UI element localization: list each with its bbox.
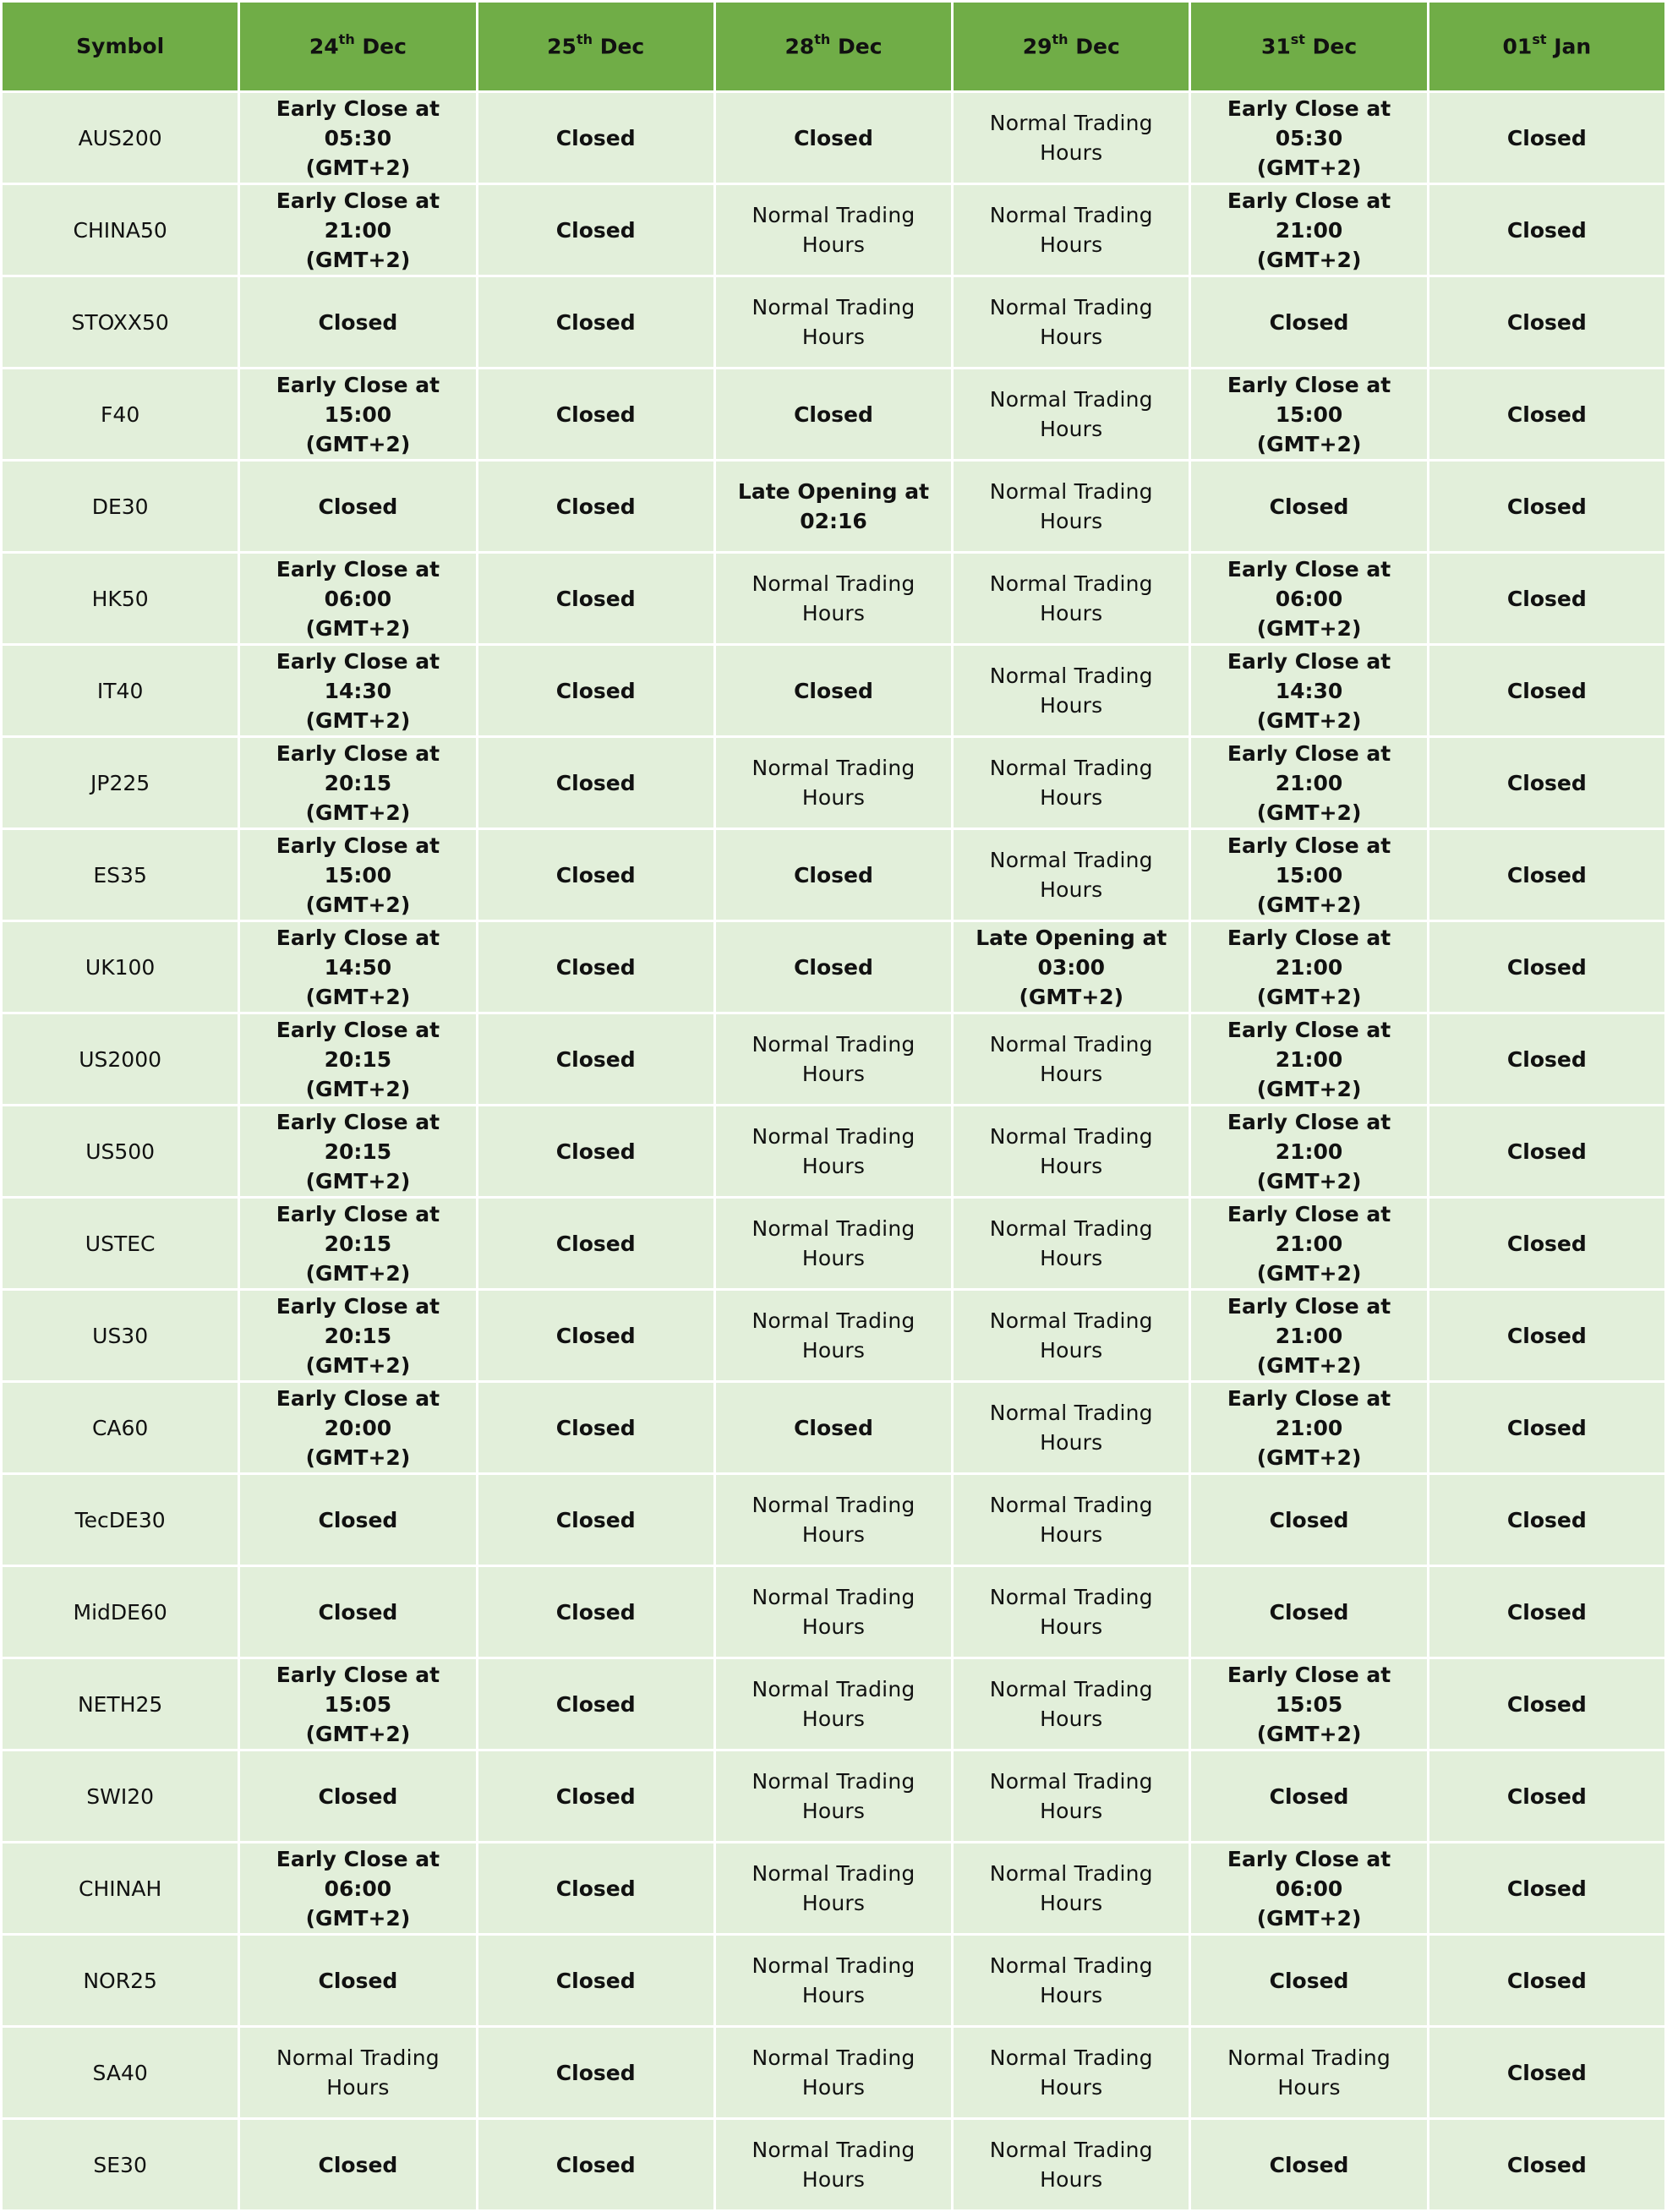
column-header-date (478, 3, 713, 90)
table-row (3, 922, 1664, 1012)
status-cell: Closed (1429, 1383, 1664, 1472)
status-cell: Normal Trading Hours (954, 277, 1189, 367)
status-cell: Closed (1191, 1567, 1426, 1657)
status-cell: Early Close at 06:00 (GMT+2) (1191, 1843, 1426, 1933)
symbol-cell: US500 (3, 1106, 238, 1196)
status-cell: Closed (1429, 1014, 1664, 1104)
status-cell: Early Close at 06:00 (GMT+2) (240, 1843, 475, 1933)
status-cell: Normal Trading Hours (954, 2028, 1189, 2117)
column-header-ordinal: st (1290, 31, 1305, 48)
status-cell: Closed (478, 554, 713, 643)
column-header-month: Jan (1546, 34, 1592, 59)
status-cell: Early Close at 20:15 (GMT+2) (240, 1106, 475, 1196)
table-row (3, 646, 1664, 735)
column-header-date (240, 3, 475, 90)
status-cell: Early Close at 21:00 (GMT+2) (1191, 1291, 1426, 1380)
symbol-cell: CHINAH (3, 1843, 238, 1933)
status-cell: Normal Trading Hours (716, 2120, 951, 2209)
status-cell: Closed (716, 646, 951, 735)
status-cell: Closed (1429, 1199, 1664, 1288)
status-cell: Closed (478, 1567, 713, 1657)
status-cell: Early Close at 14:50 (GMT+2) (240, 922, 475, 1012)
status-cell: Normal Trading Hours (716, 1014, 951, 1104)
status-cell: Early Close at 21:00 (GMT+2) (1191, 1199, 1426, 1288)
status-cell: Normal Trading Hours (240, 2028, 475, 2117)
symbol-cell: MidDE60 (3, 1567, 238, 1657)
status-cell: Early Close at 15:05 (GMT+2) (1191, 1659, 1426, 1749)
status-cell: Early Close at 15:05 (GMT+2) (240, 1659, 475, 1749)
status-cell: Early Close at 21:00 (GMT+2) (1191, 922, 1426, 1012)
status-cell: Normal Trading Hours (954, 1936, 1189, 2025)
table-row (3, 1567, 1664, 1657)
status-cell: Closed (1191, 462, 1426, 551)
symbol-cell: AUS200 (3, 93, 238, 183)
status-cell: Closed (478, 1291, 713, 1380)
symbol-cell: US2000 (3, 1014, 238, 1104)
column-header-date (1429, 3, 1664, 90)
symbol-cell: SE30 (3, 2120, 238, 2209)
status-cell: Closed (478, 1843, 713, 1933)
status-cell: Closed (478, 646, 713, 735)
status-cell: Closed (240, 2120, 475, 2209)
table-row (3, 369, 1664, 459)
status-cell: Closed (478, 1659, 713, 1749)
column-header-month: Dec (593, 34, 645, 59)
column-header-label: 24 (309, 34, 339, 59)
status-cell: Closed (716, 369, 951, 459)
status-cell: Normal Trading Hours (716, 1291, 951, 1380)
status-cell: Early Close at 14:30 (GMT+2) (1191, 646, 1426, 735)
status-cell: Normal Trading Hours (954, 1383, 1189, 1472)
table-row (3, 462, 1664, 551)
status-cell: Early Close at 14:30 (GMT+2) (240, 646, 475, 735)
status-cell: Early Close at 06:00 (GMT+2) (1191, 554, 1426, 643)
status-cell: Normal Trading Hours (716, 2028, 951, 2117)
status-cell: Closed (1429, 646, 1664, 735)
status-cell: Closed (478, 185, 713, 275)
status-cell: Early Close at 06:00 (GMT+2) (240, 554, 475, 643)
symbol-cell: USTEC (3, 1199, 238, 1288)
status-cell: Normal Trading Hours (954, 1199, 1189, 1288)
status-cell: Closed (1191, 1936, 1426, 2025)
status-cell: Normal Trading Hours (954, 1751, 1189, 1841)
status-cell: Early Close at 15:00 (GMT+2) (240, 369, 475, 459)
status-cell: Closed (240, 1936, 475, 2025)
status-cell: Normal Trading Hours (716, 277, 951, 367)
column-header-month: Dec (354, 34, 407, 59)
column-header-date (1191, 3, 1426, 90)
status-cell: Closed (1429, 93, 1664, 183)
table-row (3, 1475, 1664, 1565)
table-row (3, 1659, 1664, 1749)
status-cell: Closed (478, 2120, 713, 2209)
status-cell: Normal Trading Hours (954, 1843, 1189, 1933)
table-row (3, 185, 1664, 275)
symbol-cell: IT40 (3, 646, 238, 735)
status-cell: Early Close at 20:15 (GMT+2) (240, 1291, 475, 1380)
status-cell: Early Close at 21:00 (GMT+2) (1191, 1014, 1426, 1104)
status-cell: Closed (478, 1106, 713, 1196)
symbol-cell: CA60 (3, 1383, 238, 1472)
status-cell: Closed (1429, 1567, 1664, 1657)
status-cell: Normal Trading Hours (716, 738, 951, 827)
status-cell: Early Close at 20:15 (GMT+2) (240, 738, 475, 827)
table-row (3, 830, 1664, 920)
status-cell: Normal Trading Hours (716, 185, 951, 275)
column-header-ordinal: st (1532, 31, 1547, 48)
symbol-cell: SWI20 (3, 1751, 238, 1841)
column-header-ordinal: th (814, 31, 831, 48)
symbol-cell: US30 (3, 1291, 238, 1380)
status-cell: Closed (478, 1475, 713, 1565)
symbol-cell: F40 (3, 369, 238, 459)
status-cell: Closed (1429, 277, 1664, 367)
status-cell: Closed (716, 93, 951, 183)
status-cell: Normal Trading Hours (716, 1843, 951, 1933)
status-cell: Closed (1429, 554, 1664, 643)
table-body (3, 93, 1664, 2209)
status-cell: Closed (1429, 1659, 1664, 1749)
status-cell: Normal Trading Hours (954, 1106, 1189, 1196)
status-cell: Closed (478, 1014, 713, 1104)
status-cell: Normal Trading Hours (716, 554, 951, 643)
table-row (3, 738, 1664, 827)
status-cell: Normal Trading Hours (954, 646, 1189, 735)
status-cell: Closed (240, 277, 475, 367)
column-header-label: 01 (1502, 34, 1533, 59)
status-cell: Closed (240, 462, 475, 551)
status-cell: Normal Trading Hours (954, 462, 1189, 551)
status-cell: Closed (1191, 2120, 1426, 2209)
status-cell: Closed (1429, 1106, 1664, 1196)
symbol-cell: HK50 (3, 554, 238, 643)
status-cell: Early Close at 20:00 (GMT+2) (240, 1383, 475, 1472)
status-cell: Closed (478, 738, 713, 827)
table-row (3, 2028, 1664, 2117)
status-cell: Closed (478, 2028, 713, 2117)
status-cell: Closed (1429, 462, 1664, 551)
table-row (3, 1106, 1664, 1196)
table-row (3, 93, 1664, 183)
status-cell: Closed (1191, 277, 1426, 367)
column-header-ordinal: th (576, 31, 593, 48)
header-row (3, 3, 1664, 90)
symbol-cell: JP225 (3, 738, 238, 827)
status-cell: Closed (1191, 1475, 1426, 1565)
table-row (3, 1199, 1664, 1288)
status-cell: Early Close at 21:00 (GMT+2) (240, 185, 475, 275)
column-header-label: 28 (784, 34, 815, 59)
status-cell: Closed (716, 1383, 951, 1472)
status-cell: Closed (240, 1751, 475, 1841)
status-cell: Normal Trading Hours (716, 1659, 951, 1749)
column-header-label: 25 (547, 34, 577, 59)
symbol-cell: ES35 (3, 830, 238, 920)
status-cell: Closed (1429, 369, 1664, 459)
status-cell: Early Close at 21:00 (GMT+2) (1191, 1106, 1426, 1196)
status-cell: Normal Trading Hours (1191, 2028, 1426, 2117)
column-header-symbol (3, 3, 238, 90)
status-cell: Closed (716, 830, 951, 920)
status-cell: Closed (1429, 830, 1664, 920)
status-cell: Closed (478, 369, 713, 459)
status-cell: Normal Trading Hours (954, 830, 1189, 920)
symbol-cell: CHINA50 (3, 185, 238, 275)
status-cell: Normal Trading Hours (954, 1567, 1189, 1657)
table-row (3, 1936, 1664, 2025)
status-cell: Early Close at 15:00 (GMT+2) (240, 830, 475, 920)
column-header-date (954, 3, 1189, 90)
column-header-month: Dec (1304, 34, 1358, 59)
column-header-ordinal: th (1052, 31, 1069, 48)
status-cell: Closed (1429, 1291, 1664, 1380)
status-cell: Closed (478, 462, 713, 551)
status-cell: Normal Trading Hours (716, 1751, 951, 1841)
status-cell: Late Opening at 02:16 (716, 462, 951, 551)
status-cell: Normal Trading Hours (954, 185, 1189, 275)
column-header-label: Symbol (76, 34, 165, 58)
status-cell: Normal Trading Hours (954, 1659, 1189, 1749)
status-cell: Normal Trading Hours (716, 1106, 951, 1196)
status-cell: Early Close at 21:00 (GMT+2) (1191, 185, 1426, 275)
status-cell: Early Close at 21:00 (GMT+2) (1191, 1383, 1426, 1472)
symbol-cell: STOXX50 (3, 277, 238, 367)
status-cell: Closed (478, 1199, 713, 1288)
column-header-label: 29 (1022, 34, 1052, 59)
status-cell: Closed (1429, 1843, 1664, 1933)
column-header-ordinal: th (338, 31, 355, 48)
status-cell: Closed (478, 1751, 713, 1841)
status-cell: Closed (478, 93, 713, 183)
status-cell: Closed (1191, 1751, 1426, 1841)
table-header (3, 3, 1664, 90)
symbol-cell: NOR25 (3, 1936, 238, 2025)
table-row (3, 1014, 1664, 1104)
status-cell: Late Opening at 03:00 (GMT+2) (954, 922, 1189, 1012)
status-cell: Early Close at 15:00 (GMT+2) (1191, 830, 1426, 920)
status-cell: Normal Trading Hours (716, 1936, 951, 2025)
status-cell: Closed (1429, 2028, 1664, 2117)
symbol-cell: UK100 (3, 922, 238, 1012)
table-row (3, 554, 1664, 643)
symbol-cell: SA40 (3, 2028, 238, 2117)
status-cell: Normal Trading Hours (954, 1291, 1189, 1380)
status-cell: Normal Trading Hours (954, 554, 1189, 643)
status-cell: Closed (1429, 2120, 1664, 2209)
status-cell: Early Close at 15:00 (GMT+2) (1191, 369, 1426, 459)
status-cell: Early Close at 20:15 (GMT+2) (240, 1014, 475, 1104)
status-cell: Normal Trading Hours (716, 1567, 951, 1657)
status-cell: Early Close at 21:00 (GMT+2) (1191, 738, 1426, 827)
status-cell: Early Close at 20:15 (GMT+2) (240, 1199, 475, 1288)
status-cell: Early Close at 05:30 (GMT+2) (240, 93, 475, 183)
status-cell: Closed (240, 1475, 475, 1565)
status-cell: Closed (478, 830, 713, 920)
status-cell: Normal Trading Hours (954, 2120, 1189, 2209)
table-row (3, 2120, 1664, 2209)
status-cell: Closed (1429, 1475, 1664, 1565)
status-cell: Closed (1429, 922, 1664, 1012)
status-cell: Normal Trading Hours (954, 369, 1189, 459)
status-cell: Normal Trading Hours (716, 1475, 951, 1565)
status-cell: Closed (240, 1567, 475, 1657)
status-cell: Closed (478, 1383, 713, 1472)
column-header-label: 31 (1260, 34, 1291, 59)
status-cell: Normal Trading Hours (954, 1014, 1189, 1104)
column-header-month: Dec (1068, 34, 1120, 59)
status-cell: Closed (478, 1936, 713, 2025)
symbol-cell: TecDE30 (3, 1475, 238, 1565)
status-cell: Early Close at 05:30 (GMT+2) (1191, 93, 1426, 183)
status-cell: Closed (478, 922, 713, 1012)
column-header-date (716, 3, 951, 90)
status-cell: Closed (1429, 1936, 1664, 2025)
symbol-cell: NETH25 (3, 1659, 238, 1749)
status-cell: Closed (1429, 185, 1664, 275)
status-cell: Normal Trading Hours (954, 93, 1189, 183)
table-row (3, 277, 1664, 367)
status-cell: Normal Trading Hours (716, 1199, 951, 1288)
table-row (3, 1291, 1664, 1380)
status-cell: Closed (716, 922, 951, 1012)
status-cell: Normal Trading Hours (954, 738, 1189, 827)
column-header-month: Dec (830, 34, 883, 59)
table-row (3, 1751, 1664, 1841)
status-cell: Closed (1429, 1751, 1664, 1841)
table-row (3, 1843, 1664, 1933)
status-cell: Closed (478, 277, 713, 367)
symbol-cell: DE30 (3, 462, 238, 551)
status-cell: Closed (1429, 738, 1664, 827)
status-cell: Normal Trading Hours (954, 1475, 1189, 1565)
table-row (3, 1383, 1664, 1472)
